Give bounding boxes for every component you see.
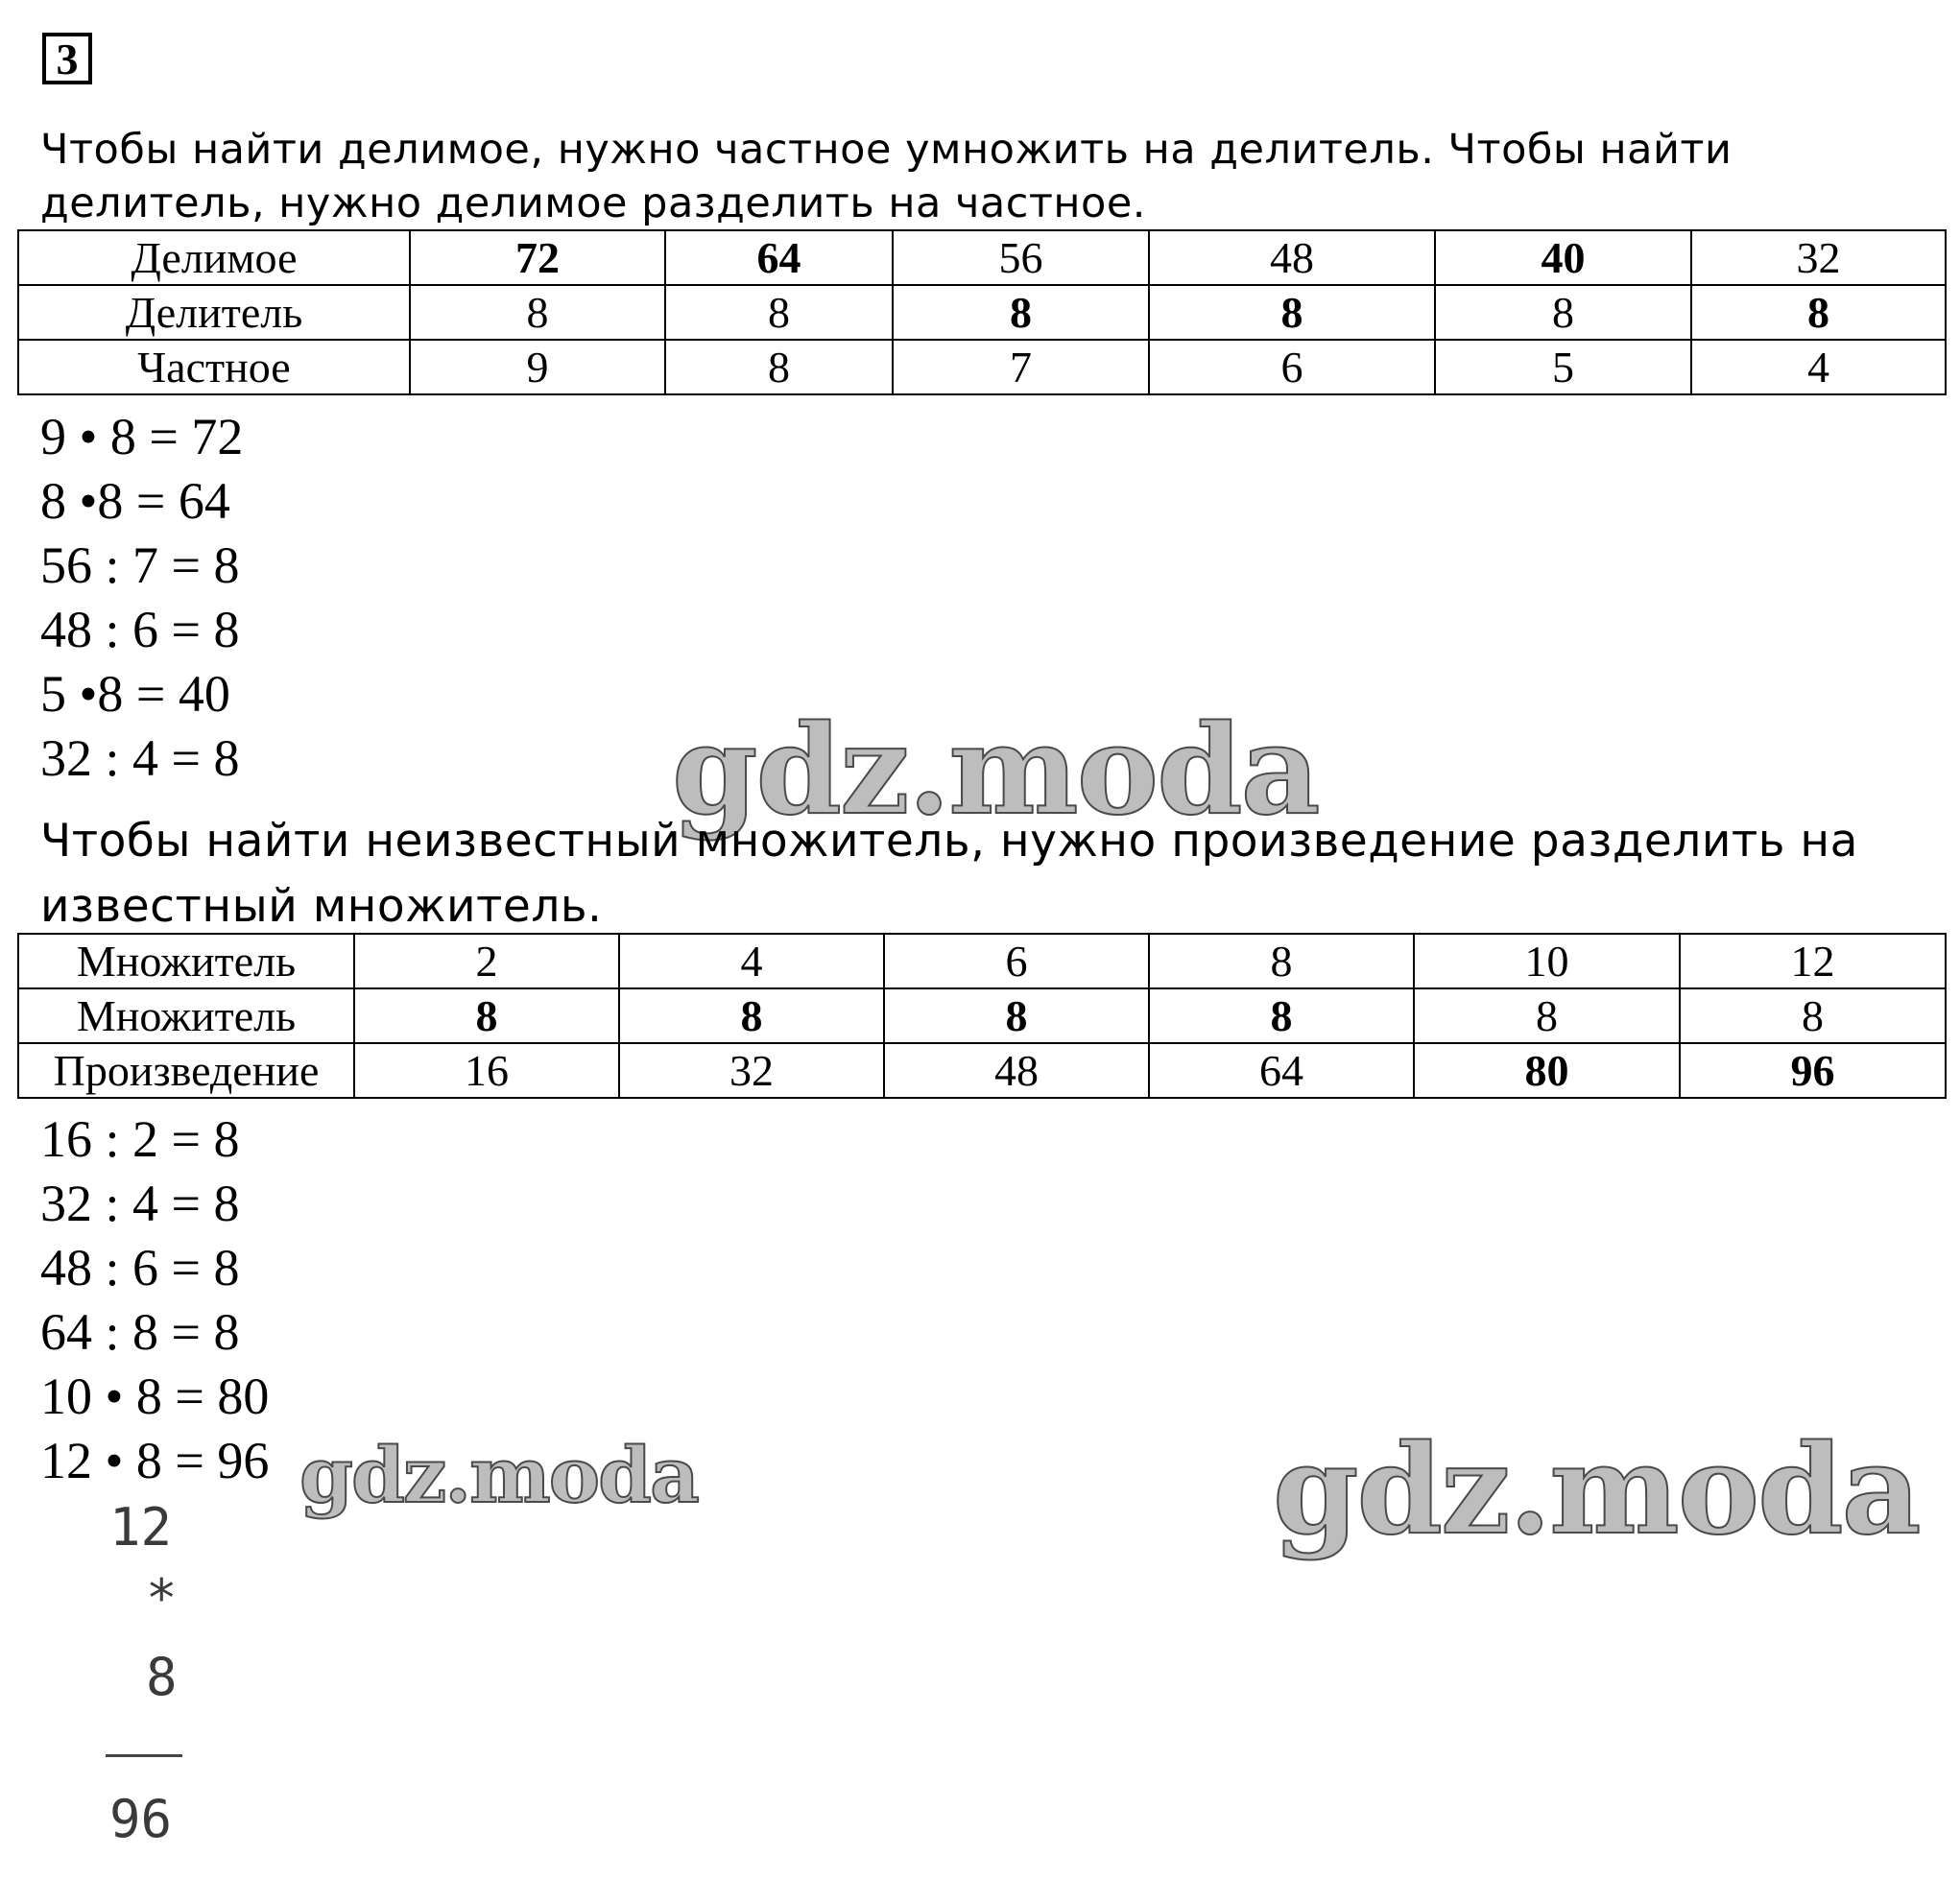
equation: 48 : 6 = 8 bbox=[40, 601, 240, 658]
watermark: gdz.moda bbox=[1273, 1418, 1920, 1562]
task-number: 3 bbox=[42, 33, 92, 84]
table-cell: 8 bbox=[1149, 285, 1435, 340]
table-cell: 8 bbox=[1435, 285, 1691, 340]
rule-dividend-divisor: Чтобы найти делимое, нужно частное умножить на делитель. Чтобы найти делитель, нужно делимое разделить на частное. bbox=[40, 126, 1733, 227]
table-cell: 8 bbox=[1414, 988, 1680, 1043]
equation: 32 : 4 = 8 bbox=[40, 1175, 240, 1232]
equation: 8 •8 = 64 bbox=[40, 472, 230, 530]
equation: 32 : 4 = 8 bbox=[40, 729, 240, 787]
table-cell: 8 bbox=[893, 285, 1149, 340]
equation: 12 • 8 = 96 bbox=[40, 1432, 270, 1489]
table-cell: 64 bbox=[665, 230, 893, 285]
row-label: Произведение bbox=[18, 1043, 354, 1098]
table-cell: 56 bbox=[893, 230, 1149, 285]
column-calc-top: 12 bbox=[109, 1497, 173, 1558]
table-cell: 32 bbox=[619, 1043, 884, 1098]
row-label: Множитель bbox=[18, 988, 354, 1043]
equation: 10 • 8 = 80 bbox=[40, 1368, 270, 1425]
table-cell: 7 bbox=[893, 340, 1149, 394]
row-label: Множитель bbox=[18, 934, 354, 988]
column-calc-operator: * bbox=[146, 1568, 178, 1629]
equation: 48 : 6 = 8 bbox=[40, 1239, 240, 1296]
table-cell: 48 bbox=[1149, 230, 1435, 285]
multiplication-table bbox=[17, 933, 1947, 1099]
table-cell: 8 bbox=[410, 285, 665, 340]
column-calc-result: 96 bbox=[109, 1789, 173, 1849]
equation: 5 •8 = 40 bbox=[40, 665, 230, 723]
table-cell: 8 bbox=[354, 988, 619, 1043]
table-row bbox=[18, 285, 1946, 340]
division-table bbox=[17, 229, 1947, 395]
table-cell: 8 bbox=[619, 988, 884, 1043]
equation: 64 : 8 = 8 bbox=[40, 1303, 240, 1361]
table-cell: 8 bbox=[884, 988, 1149, 1043]
table-cell: 4 bbox=[619, 934, 884, 988]
table-cell: 8 bbox=[665, 285, 893, 340]
table-row bbox=[18, 230, 1946, 285]
table-cell: 40 bbox=[1435, 230, 1691, 285]
table-cell: 64 bbox=[1149, 1043, 1414, 1098]
table-cell: 48 bbox=[884, 1043, 1149, 1098]
column-calc-bottom: 8 bbox=[146, 1647, 178, 1707]
table-cell: 8 bbox=[1149, 934, 1414, 988]
table-cell: 8 bbox=[665, 340, 893, 394]
table-cell: 16 bbox=[354, 1043, 619, 1098]
table-cell: 8 bbox=[1691, 285, 1946, 340]
table-cell: 9 bbox=[410, 340, 665, 394]
table-cell: 2 bbox=[354, 934, 619, 988]
row-label: Делимое bbox=[18, 230, 410, 285]
equation: 56 : 7 = 8 bbox=[40, 536, 240, 594]
table-cell: 72 bbox=[410, 230, 665, 285]
table-cell: 32 bbox=[1691, 230, 1946, 285]
table-row bbox=[18, 340, 1946, 394]
table-row bbox=[18, 934, 1946, 988]
table-cell: 80 bbox=[1414, 1043, 1680, 1098]
watermark: gdz.moda bbox=[672, 699, 1319, 843]
table-row bbox=[18, 988, 1946, 1043]
table-cell: 12 bbox=[1680, 934, 1946, 988]
row-label: Частное bbox=[18, 340, 410, 394]
table-cell: 6 bbox=[884, 934, 1149, 988]
table-cell: 8 bbox=[1680, 988, 1946, 1043]
column-calc-line bbox=[106, 1754, 182, 1757]
table-cell: 8 bbox=[1149, 988, 1414, 1043]
watermark: gdz.moda bbox=[299, 1430, 698, 1520]
table-cell: 10 bbox=[1414, 934, 1680, 988]
equation: 9 • 8 = 72 bbox=[40, 408, 244, 465]
table-cell: 96 bbox=[1680, 1043, 1946, 1098]
equation: 16 : 2 = 8 bbox=[40, 1110, 240, 1168]
rule-unknown-factor: Чтобы найти неизвестный множитель, нужно произведение разделить на известный множитель. bbox=[40, 815, 1858, 933]
table-row bbox=[18, 1043, 1946, 1098]
table-cell: 6 bbox=[1149, 340, 1435, 394]
row-label: Делитель bbox=[18, 285, 410, 340]
table-cell: 5 bbox=[1435, 340, 1691, 394]
table-cell: 4 bbox=[1691, 340, 1946, 394]
